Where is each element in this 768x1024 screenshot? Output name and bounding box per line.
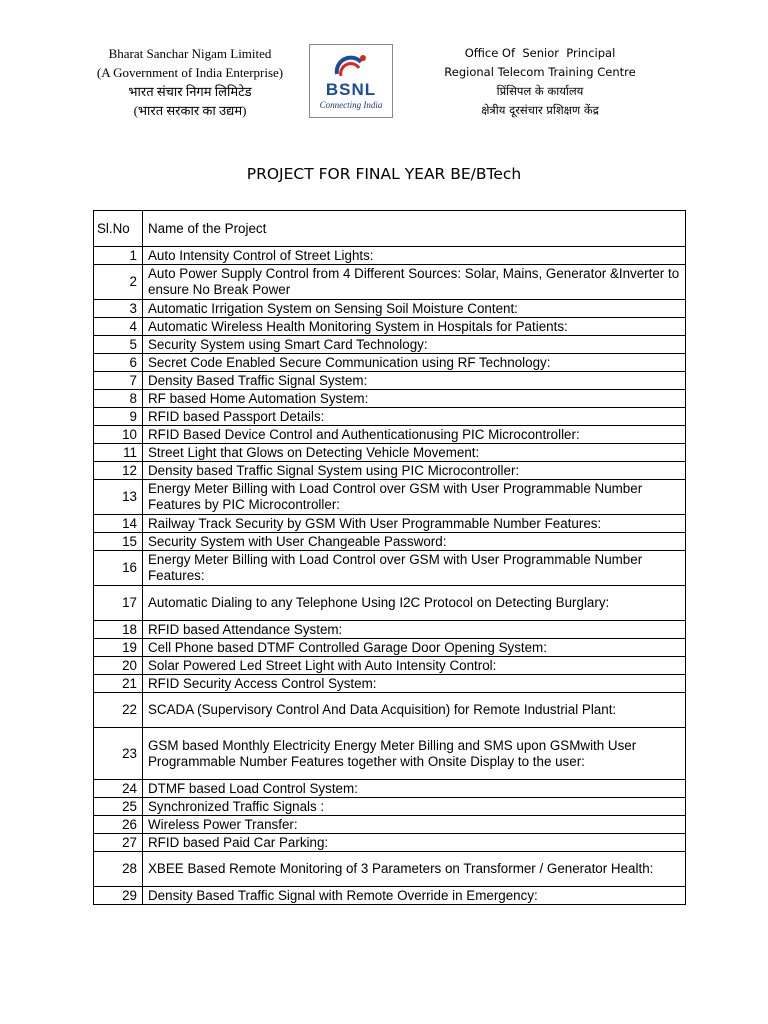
table-row [94, 390, 686, 408]
row-project-name: Security System with User Changeable Password: [143, 533, 686, 551]
organization-name-block [60, 44, 320, 120]
row-serial-number: 29 [94, 887, 143, 905]
table-row [94, 480, 686, 515]
row-serial-number: 4 [94, 318, 143, 336]
org-line-1: Bharat Sanchar Nigam Limited [108, 46, 272, 61]
row-project-name: XBEE Based Remote Monitoring of 3 Parameters on Transformer / Generator Health: [143, 852, 686, 887]
table-row [94, 265, 686, 300]
row-serial-number: 16 [94, 551, 143, 586]
table-row [94, 372, 686, 390]
table-row [94, 462, 686, 480]
org-line-3: भारत संचार निगम लिमिटेड [128, 84, 252, 99]
row-project-name: Solar Powered Led Street Light with Auto Intensity Control: [143, 657, 686, 675]
row-project-name: Street Light that Glows on Detecting Vehicle Movement: [143, 444, 686, 462]
table-row [94, 780, 686, 798]
row-project-name: DTMF based Load Control System: [143, 780, 686, 798]
table-row [94, 887, 686, 905]
org-line-2: (A Government of India Enterprise) [96, 65, 284, 80]
row-serial-number: 17 [94, 586, 143, 621]
row-project-name: Energy Meter Billing with Load Control over GSM with User Programmable Number Features by PIC Microcontroller: [143, 480, 686, 515]
row-serial-number: 23 [94, 728, 143, 780]
row-project-name: Auto Intensity Control of Street Lights: [143, 247, 686, 265]
table-row [94, 816, 686, 834]
row-serial-number: 28 [94, 852, 143, 887]
row-project-name: Energy Meter Billing with Load Control over GSM with User Programmable Number Features: [143, 551, 686, 586]
row-serial-number: 7 [94, 372, 143, 390]
row-project-name: RF based Home Automation System: [143, 390, 686, 408]
row-serial-number: 24 [94, 780, 143, 798]
office-line-4: क्षेत्रीय दूरसंचार प्रशिक्षण केंद्र [481, 103, 599, 117]
table-row [94, 408, 686, 426]
table-row [94, 247, 686, 265]
row-project-name: Density Based Traffic Signal System: [143, 372, 686, 390]
table-row [94, 657, 686, 675]
table-row [94, 852, 686, 887]
logo-tagline: Connecting India [319, 100, 383, 110]
table-row [94, 426, 686, 444]
column-header-project-name: Name of the Project [143, 211, 686, 247]
row-project-name: Density Based Traffic Signal with Remote Override in Emergency: [143, 887, 686, 905]
row-project-name: Wireless Power Transfer: [143, 816, 686, 834]
table-header-row [94, 211, 686, 247]
table-row [94, 354, 686, 372]
row-serial-number: 20 [94, 657, 143, 675]
row-serial-number: 19 [94, 639, 143, 657]
table-body [94, 247, 686, 905]
row-serial-number: 12 [94, 462, 143, 480]
table-row [94, 621, 686, 639]
row-project-name: Synchronized Traffic Signals : [143, 798, 686, 816]
row-serial-number: 9 [94, 408, 143, 426]
row-project-name: RFID based Paid Car Parking: [143, 834, 686, 852]
office-line-2: Regional Telecom Training Centre [444, 65, 636, 79]
row-project-name: Security System using Smart Card Technology: [143, 336, 686, 354]
row-project-name: Density based Traffic Signal System using PIC Microcontroller: [143, 462, 686, 480]
table-row [94, 728, 686, 780]
row-project-name: Automatic Dialing to any Telephone Using I2C Protocol on Detecting Burglary: [143, 586, 686, 621]
row-project-name: SCADA (Supervisory Control And Data Acquisition) for Remote Industrial Plant: [143, 693, 686, 728]
row-project-name: Automatic Wireless Health Monitoring System in Hospitals for Patients: [143, 318, 686, 336]
bsnl-logo [309, 44, 393, 118]
row-serial-number: 11 [94, 444, 143, 462]
row-serial-number: 18 [94, 621, 143, 639]
table-row [94, 693, 686, 728]
row-project-name: RFID Based Device Control and Authenticationusing PIC Microcontroller: [143, 426, 686, 444]
row-serial-number: 13 [94, 480, 143, 515]
row-serial-number: 10 [94, 426, 143, 444]
table-row [94, 798, 686, 816]
office-name-block [420, 44, 660, 120]
row-serial-number: 5 [94, 336, 143, 354]
table-row [94, 336, 686, 354]
row-serial-number: 21 [94, 675, 143, 693]
logo-wordmark: BSNL [325, 80, 377, 99]
row-serial-number: 6 [94, 354, 143, 372]
row-project-name: GSM based Monthly Electricity Energy Meter Billing and SMS upon GSMwith User Programmable Number Features together with Onsite Display to the user: [143, 728, 686, 780]
row-project-name: RFID based Passport Details: [143, 408, 686, 426]
row-project-name: RFID based Attendance System: [143, 621, 686, 639]
table-row [94, 444, 686, 462]
org-line-4: (भारत सरकार का उद्यम) [133, 103, 247, 118]
row-project-name: Cell Phone based DTMF Controlled Garage Door Opening System: [143, 639, 686, 657]
table-row [94, 551, 686, 586]
row-serial-number: 1 [94, 247, 143, 265]
column-header-sl-no: Sl.No [94, 211, 143, 247]
row-serial-number: 3 [94, 300, 143, 318]
row-project-name: Secret Code Enabled Secure Communication using RF Technology: [143, 354, 686, 372]
row-project-name: RFID Security Access Control System: [143, 675, 686, 693]
row-serial-number: 2 [94, 265, 143, 300]
row-serial-number: 22 [94, 693, 143, 728]
table-row [94, 834, 686, 852]
table-row [94, 675, 686, 693]
table-row [94, 639, 686, 657]
table-row [94, 533, 686, 551]
row-serial-number: 27 [94, 834, 143, 852]
row-serial-number: 26 [94, 816, 143, 834]
row-serial-number: 14 [94, 515, 143, 533]
table-row [94, 586, 686, 621]
row-project-name: Railway Track Security by GSM With User Programmable Number Features: [143, 515, 686, 533]
row-serial-number: 15 [94, 533, 143, 551]
office-line-1: Office Of Senior Principal [464, 46, 616, 60]
office-line-3: प्रिंसिपल के कार्यालय [496, 84, 584, 98]
row-serial-number: 8 [94, 390, 143, 408]
table-row [94, 515, 686, 533]
table-row [94, 318, 686, 336]
row-project-name: Auto Power Supply Control from 4 Different Sources: Solar, Mains, Generator &Inverter to ensure No Break Power [143, 265, 686, 300]
table-row [94, 300, 686, 318]
project-table [93, 210, 686, 905]
row-project-name: Automatic Irrigation System on Sensing Soil Moisture Content: [143, 300, 686, 318]
row-serial-number: 25 [94, 798, 143, 816]
page-title: PROJECT FOR FINAL YEAR BE/BTech [246, 165, 522, 183]
